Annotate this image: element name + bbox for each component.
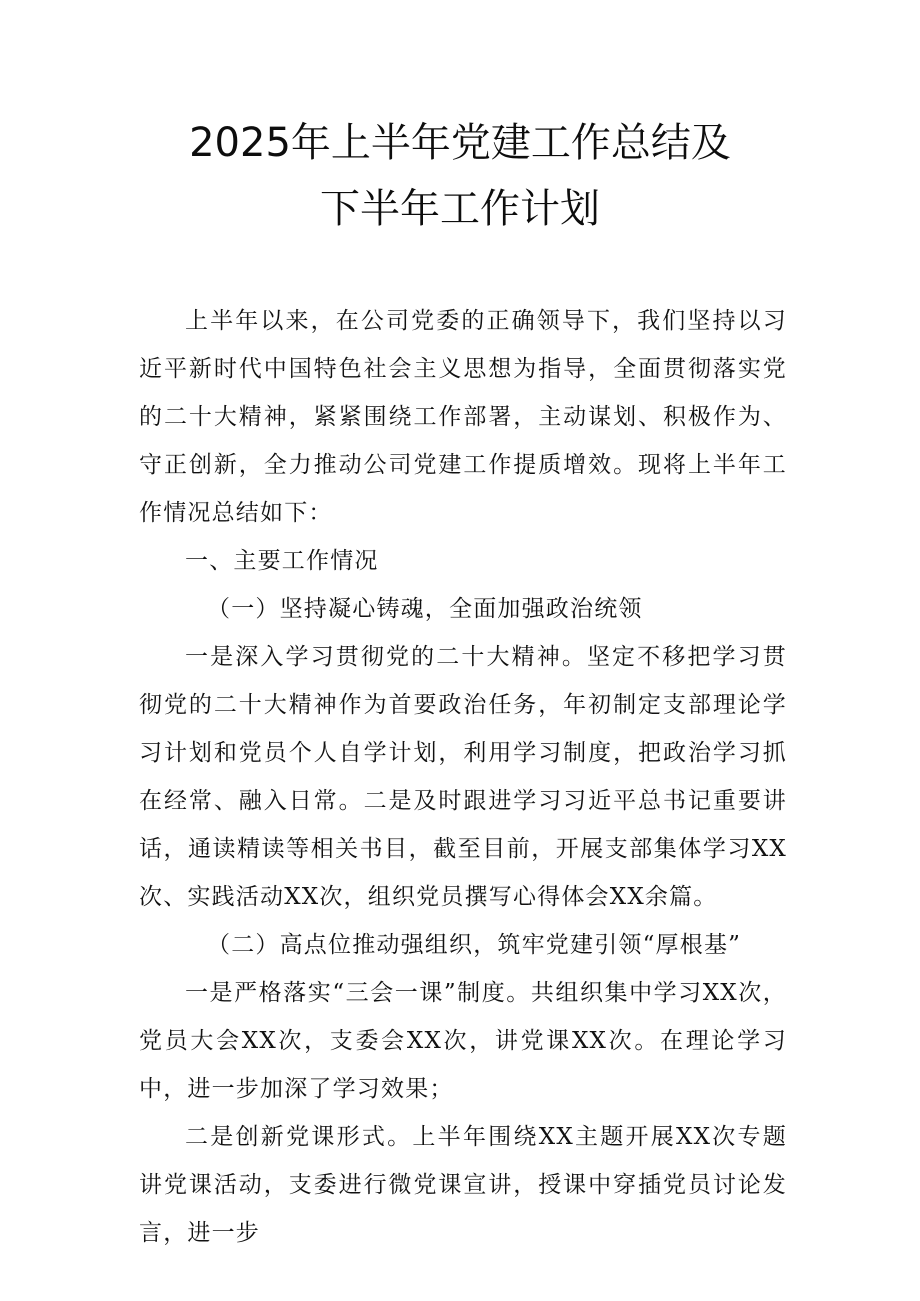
document-title-line-1: 2025年上半年党建工作总结及 <box>189 120 731 166</box>
document-body <box>139 297 787 1257</box>
paragraph-innovate-party-lessons: 二是创新党课形式。上半年围绕XX主题开展XX次专题讲党课活动，支委进行微党课宣讲，授课中穿插党员讨论发言，进一步 <box>139 1124 787 1246</box>
subsection-heading-political-leadership: （一）坚持凝心铸魂，全面加强政治统领 <box>207 596 643 622</box>
document-title-line-2: 下半年工作计划 <box>320 186 600 232</box>
paragraph-three-meetings-one-lesson: 一是严格落实“三会一课”制度。共组织集中学习XX次，党员大会XX次，支委会XX次，讲党课XX次。在理论学习中，进一步加深了学习效果； <box>139 980 787 1102</box>
section-heading-main-work: 一、主要工作情况 <box>185 548 379 574</box>
paragraph-study-congress-spirit: 一是深入学习贯彻党的二十大精神。坚定不移把学习贯彻党的二十大精神作为首要政治任务，年初制定支部理论学习计划和党员个人自学计划，利用学习制度，把政治学习抓在经常、融入日常。二是及时跟进学习习近平总书记重要讲话，通读精读等相关书目，截至目前，开展支部集体学习XX次、实践活动XX次，组织党员撰写心得体会XX余篇。 <box>139 644 787 910</box>
subsection-heading-strong-organization: （二）高点位推动强组织，筑牢党建引领“厚根基” <box>207 932 742 958</box>
intro-paragraph: 上半年以来，在公司党委的正确领导下，我们坚持以习近平新时代中国特色社会主义思想为指导，全面贯彻落实党的二十大精神，紧紧围绕工作部署，主动谋划、积极作为、守正创新，全力推动公司党建工作提质增效。现将上半年工作情况总结如下： <box>139 308 787 526</box>
